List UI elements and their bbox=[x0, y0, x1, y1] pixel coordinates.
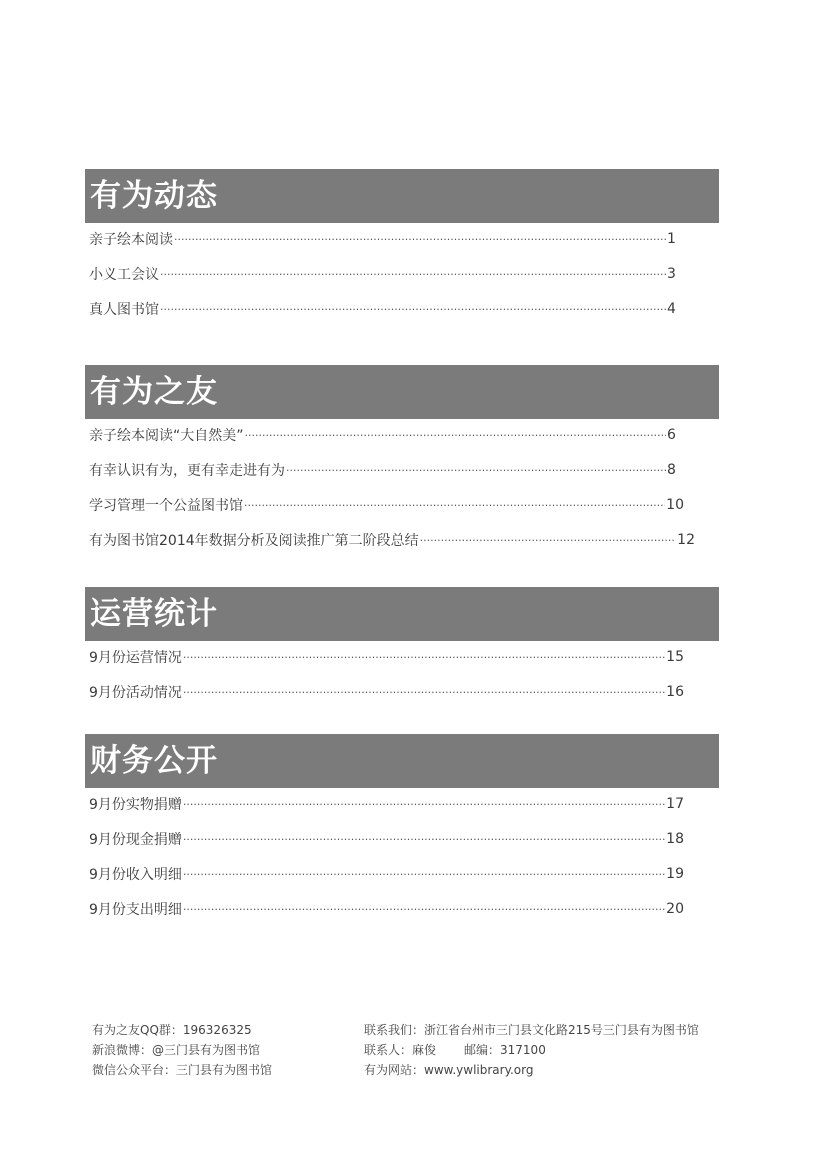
toc-entry-title: 9月份支出明细 bbox=[89, 901, 182, 918]
toc-list bbox=[85, 221, 719, 326]
dot-leader bbox=[245, 429, 666, 443]
toc-entry-title: 有为图书馆2014年数据分析及阅读推广第二阶段总结 bbox=[89, 532, 419, 549]
toc-entry[interactable] bbox=[85, 452, 677, 487]
dot-leader bbox=[183, 686, 665, 700]
toc-entry-page: 19 bbox=[666, 865, 684, 882]
toc-entry-page: 10 bbox=[666, 496, 684, 513]
toc-entry[interactable] bbox=[85, 417, 677, 452]
footer-left-column bbox=[92, 1020, 272, 1080]
toc-entry-page: 20 bbox=[666, 900, 684, 917]
dot-leader bbox=[420, 534, 677, 548]
toc-entry[interactable] bbox=[85, 856, 684, 891]
footer-wechat: 微信公众平台：三门县有为图书馆 bbox=[92, 1063, 273, 1077]
dot-leader bbox=[183, 903, 665, 917]
footer-contact-row bbox=[364, 1040, 699, 1060]
toc-entry-title: 小义工会议 bbox=[89, 266, 159, 283]
toc-list bbox=[85, 786, 719, 926]
toc-entry-title: 真人图书馆 bbox=[89, 301, 159, 318]
dot-leader bbox=[160, 303, 666, 317]
toc-entry-title: 9月份现金捐赠 bbox=[89, 831, 182, 848]
dot-leader bbox=[183, 833, 665, 847]
toc-entry[interactable] bbox=[85, 291, 677, 326]
toc-entry-page: 1 bbox=[667, 230, 676, 247]
toc-entry[interactable] bbox=[85, 786, 684, 821]
toc-entry-title: 亲子绘本阅读“大自然美” bbox=[89, 427, 244, 444]
section-youwei-friends bbox=[85, 365, 719, 557]
toc-entry[interactable] bbox=[85, 487, 684, 522]
dot-leader bbox=[160, 268, 666, 282]
toc-entry-title: 学习管理一个公益图书馆 bbox=[89, 497, 243, 514]
footer-contact-person: 联系人：麻俊 bbox=[364, 1043, 437, 1057]
toc-entry-page: 8 bbox=[667, 461, 676, 478]
toc-entry-title: 有幸认识有为，更有幸走进有为 bbox=[89, 462, 285, 479]
toc-entry[interactable] bbox=[85, 891, 684, 926]
toc-entry-page: 16 bbox=[666, 683, 684, 700]
section-financial-disclosure bbox=[85, 734, 719, 926]
footer-right-column bbox=[364, 1020, 699, 1080]
toc-entry-title: 9月份实物捐赠 bbox=[89, 796, 182, 813]
toc-entry-page: 4 bbox=[667, 300, 676, 317]
toc-entry-page: 15 bbox=[666, 648, 684, 665]
dot-leader bbox=[174, 233, 666, 247]
toc-list bbox=[85, 639, 719, 709]
footer-postcode: 邮编：317100 bbox=[464, 1043, 546, 1057]
footer-weibo: 新浪微博：@三门县有为图书馆 bbox=[92, 1043, 261, 1057]
toc-entry-title: 9月份收入明细 bbox=[89, 866, 182, 883]
toc-entry[interactable] bbox=[85, 674, 684, 709]
toc-entry-title: 9月份活动情况 bbox=[89, 684, 182, 701]
section-header: 财务公开 bbox=[85, 734, 719, 788]
dot-leader bbox=[183, 798, 665, 812]
dot-leader bbox=[183, 868, 665, 882]
toc-entry-page: 18 bbox=[666, 830, 684, 847]
toc-entry[interactable] bbox=[85, 522, 695, 557]
toc-entry-page: 6 bbox=[667, 426, 676, 443]
toc-entry-title: 亲子绘本阅读 bbox=[89, 231, 173, 248]
toc-entry[interactable] bbox=[85, 821, 684, 856]
toc-list bbox=[85, 417, 719, 557]
section-header: 运营统计 bbox=[85, 587, 719, 641]
section-header: 有为动态 bbox=[85, 169, 719, 223]
toc-entry[interactable] bbox=[85, 639, 684, 674]
toc-entry-page: 17 bbox=[666, 795, 684, 812]
section-header: 有为之友 bbox=[85, 365, 719, 419]
toc-entry-title: 9月份运营情况 bbox=[89, 649, 182, 666]
dot-leader bbox=[286, 464, 666, 478]
dot-leader bbox=[183, 651, 665, 665]
footer-address: 联系我们：浙江省台州市三门县文化路215号三门县有为图书馆 bbox=[364, 1023, 699, 1037]
section-youwei-news bbox=[85, 169, 719, 326]
toc-entry-page: 12 bbox=[677, 531, 695, 548]
toc-entry-page: 3 bbox=[667, 265, 676, 282]
footer-website[interactable]: 有为网站：www.ywlibrary.org bbox=[364, 1063, 534, 1077]
footer-qq-group: 有为之友QQ群：196326325 bbox=[92, 1023, 252, 1037]
toc-entry[interactable] bbox=[85, 221, 677, 256]
toc-entry[interactable] bbox=[85, 256, 677, 291]
dot-leader bbox=[244, 499, 665, 513]
section-operation-stats bbox=[85, 587, 719, 709]
